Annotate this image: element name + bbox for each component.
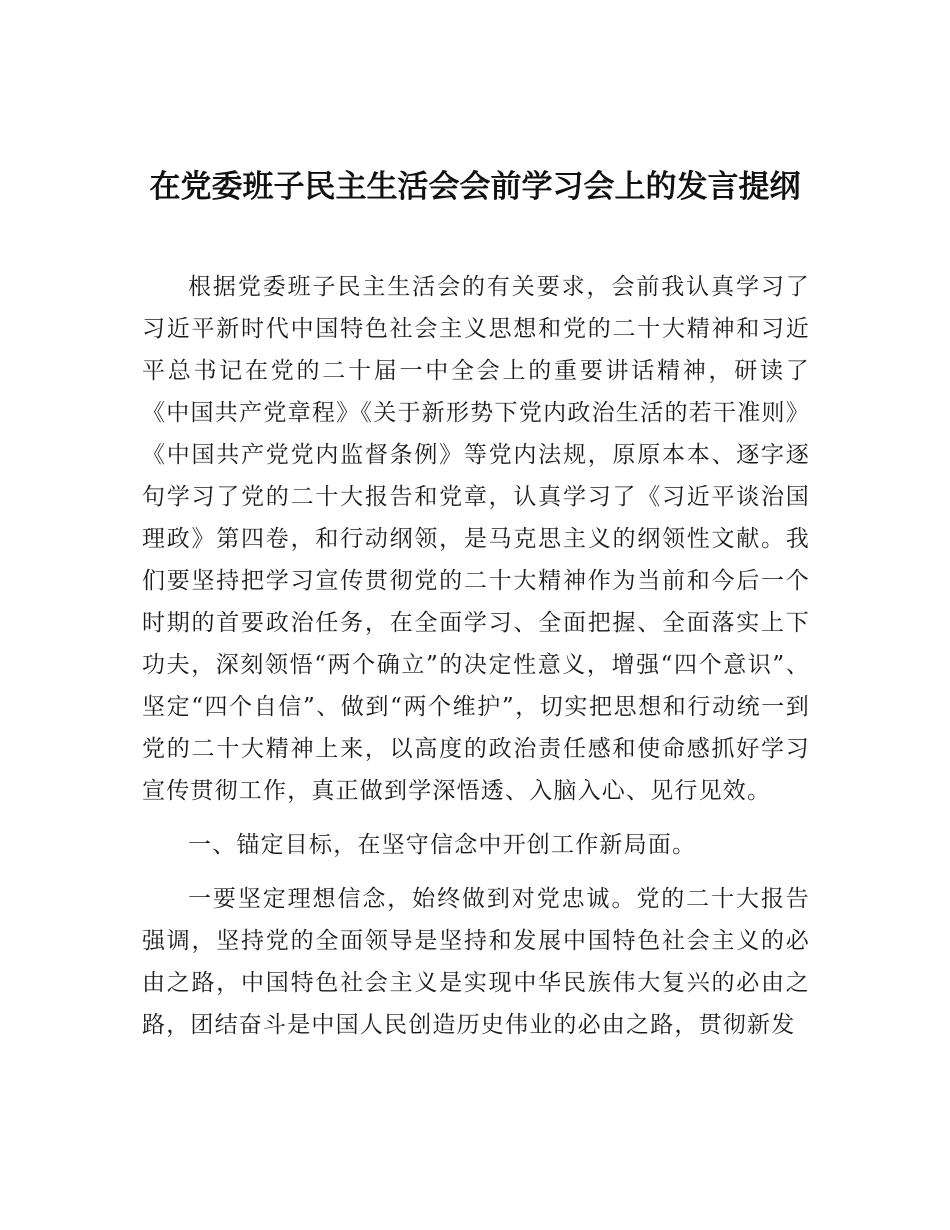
- document-title: 在党委班子民主生活会会前学习会上的发言提纲: [149, 169, 801, 205]
- intro-paragraph: 根据党委班子民主生活会的有关要求，会前我认真学习了习近平新时代中国特色社会主义思想和党的二十大精神和习近平总书记在党的二十届一中全会上的重要讲话精神，研读了《中国共产党章程》《关于新形势下党内政治生活的若干准则》《中国共产党党内监督条例》等党内法规，原原本本、逐字逐句学习了党的二十大报告和党章，认真学习了《习近平谈治国理政》第四卷，和行动纲领，是马克思主义的纲领性文献。我们要坚持把学习宣传贯彻党的二十大精神作为当前和今后一个时期的首要政治任务，在全面学习、全面把握、全面落实上下功夫，深刻领悟“两个确立”的决定性意义，增强“四个意识”、坚定“四个自信”、做到“两个维护”，切实把思想和行动统一到党的二十大精神上来，以高度的政治责任感和使命感抓好学习宣传贯彻工作，真正做到学深悟透、入脑入心、见行见效。: [142, 274, 810, 804]
- body-paragraph: 一要坚定理想信念，始终做到对党忠诚。党的二十大报告强调，坚持党的全面领导是坚持和发展中国特色社会主义的必由之路，中国特色社会主义是实现中华民族伟大复兴的必由之路，团结奋斗是中国人民创造历史伟业的必由之路，贯彻新发: [142, 886, 810, 1038]
- section-heading-1: 一、锚定目标，在坚守信念中开创工作新局面。: [188, 832, 697, 858]
- document-body: [142, 266, 810, 1046]
